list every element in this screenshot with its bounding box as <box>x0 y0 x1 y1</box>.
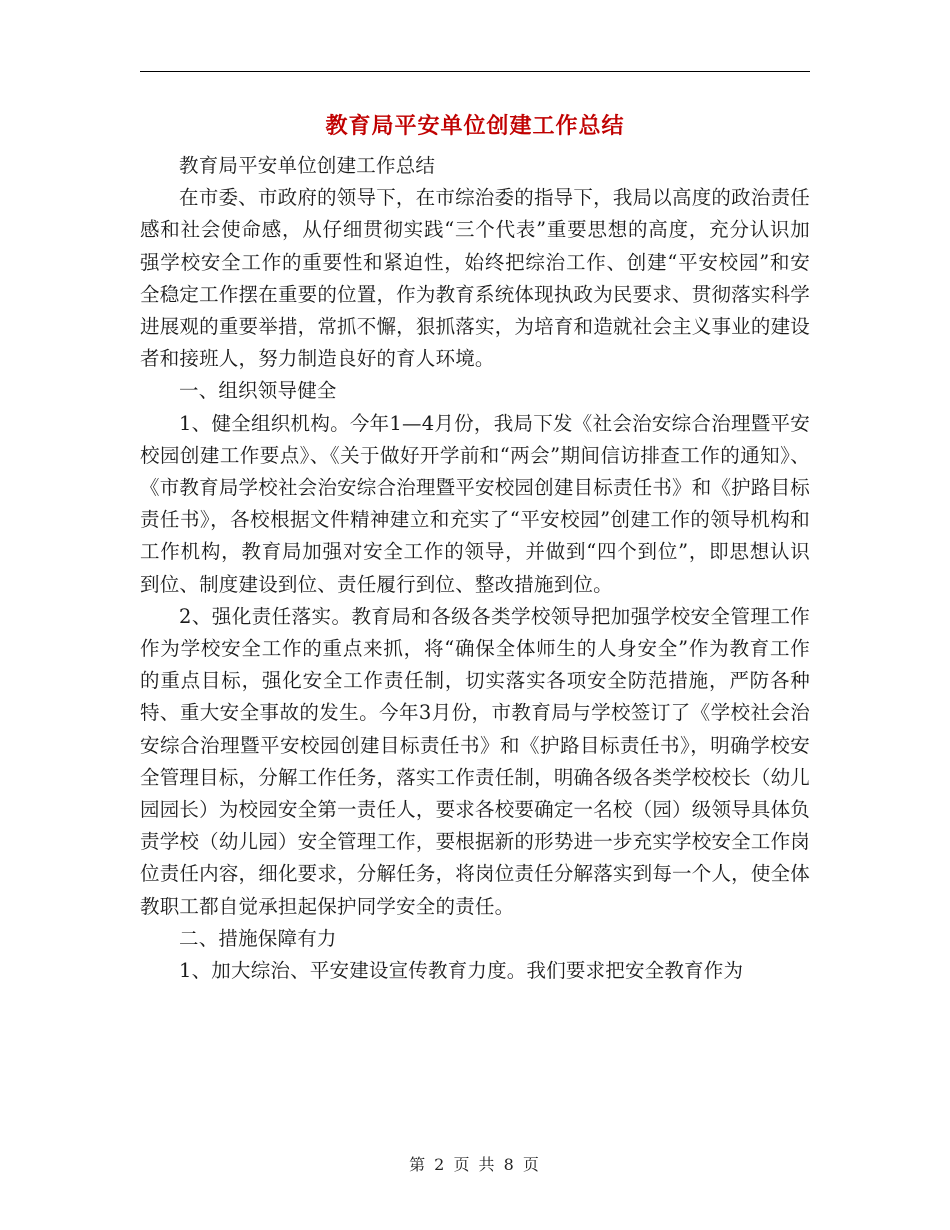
paragraph-subtitle: 教育局平安单位创建工作总结 <box>179 154 436 177</box>
document-body <box>140 150 810 987</box>
paragraph-2-1: 1、加大综治、平安建设宣传教育力度。我们要求把安全教育作为 <box>179 959 744 983</box>
document-title: 教育局平安单位创建工作总结 <box>325 114 625 139</box>
paragraph-1-2: 2、强化责任落实。教育局和各级各类学校领导把加强学校安全管理工作作为学校安全工作的重点来抓，将“确保全体师生的人身安全”作为教育工作的重点目标，强化安全工作责任制，切实落实各项安全防范措施，严防各种特、重大安全事故的发生。今年3月份，市教育局与学校签订了《学校社会治安综合治理暨平安校园创建目标责任书》和《护路目标责任书》，明确学校安全管理目标，分解工作任务，落实工作责任制，明确各级各类学校校长（幼儿园园长）为校园安全第一责任人，要求各校要确定一名校（园）级领导具体负责学校（幼儿园）安全管理工作，要根据新的形势进一步充实学校安全工作岗位责任内容，细化要求，分解任务，将岗位责任分解落实到每一个人，使全体教职工都自觉承担起保护同学安全的责任。 <box>140 604 810 918</box>
paragraph-1-1: 1、健全组织机构。今年1—4月份，我局下发《社会治安综合治理暨平安校园创建工作要点》、《关于做好开学前和“两会”期间信访排查工作的通知》、《市教育局学校社会治安综合治理暨平安校园创建目标责任书》和《护路目标责任书》，各校根据文件精神建立和充实了“平安校园”创建工作的领导机构和工作机构，教育局加强对安全工作的领导，并做到“四个到位”，即思想认识到位、制度建设到位、责任履行到位、整改措施到位。 <box>140 411 810 596</box>
section-heading-1: 一、组织领导健全 <box>179 379 337 403</box>
paragraph-intro: 在市委、市政府的领导下，在市综治委的指导下，我局以高度的政治责任感和社会使命感，从仔细贯彻实践“三个代表”重要思想的高度，充分认识加强学校安全工作的重要性和紧迫性，始终把综治工作、创建“平安校园”和安全稳定工作摆在重要的位置，作为教育系统体现执政为民要求、贯彻落实科学进展观的重要举措，常抓不懈，狠抓落实，为培育和造就社会主义事业的建设者和接班人，努力制造良好的育人环境。 <box>140 186 810 371</box>
page-number: 第 2 页 共 8 页 <box>409 1155 541 1174</box>
section-heading-2: 二、措施保障有力 <box>179 926 337 950</box>
header-rule <box>140 71 810 72</box>
